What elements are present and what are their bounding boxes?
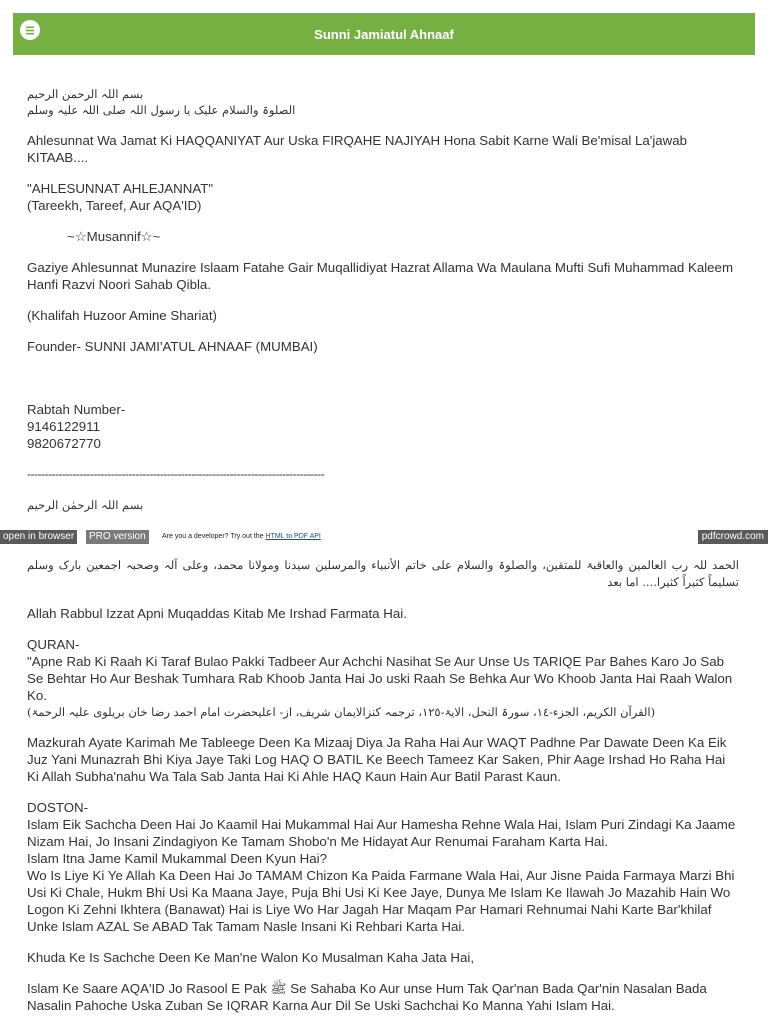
pdfcrowd-brand-link[interactable]: pdfcrowd.com — [698, 530, 768, 544]
doston-question: Islam Itna Jame Kamil Mukammal Deen Kyun Hai? — [27, 851, 328, 866]
quran-reference: (القرآن الکریم، الجزء-١٤، سورۃ النحل، الایۃ-١٢٥، ترجمہ کنزالایمان شریف، از- اعلیحضرت امام احمد رضا خان بریلوی علیہ الرحمۃ) — [27, 705, 656, 719]
book-subtitle: (Tareekh, Tareef, Aur AQA'ID) — [27, 198, 202, 213]
page-2-content — [27, 557, 739, 1014]
developer-promo — [162, 530, 321, 544]
allah-rabbul-paragraph: Allah Rabbul Izzat Apni Muqaddas Kitab Me Irshad Farmata Hai. — [27, 606, 407, 621]
bismillah-text-2: بسم اللہ الرحمٰن الرحیم — [27, 498, 144, 512]
page-title: Sunni Jamiatul Ahnaaf — [314, 26, 454, 42]
doston-label: DOSTON- — [27, 800, 89, 815]
bismillah-text: بسم اللہ الرحمن الرحیم — [27, 87, 144, 101]
doston-paragraph-2: Wo Is Liye Ki Ye Allah Ka Deen Hai Jo TAMAM Chizon Ka Paida Farmane Wala Hai, Aur Jisne Paida Farmaya Marzi Bhi Usi Ki Chale, Hukm Bhi Usi Ka Maana Jaye, Puja Bhi Usi Ki Kee Jaye, Dunya Me Islam Ke Ilawah Jo Mazahib Hain Wo Logon Ki Zehni Ikhtera (Banawat) Hai is Liye Wo Har Jagah Har Maqam Par Hamari Rehnumai Nahi Karte Bar'khilaf Unke Islam AZAL Se ABAD Tak Tamam Nasle Insani Ki Rehbari Karta Hai. — [27, 868, 735, 934]
open-in-browser-button[interactable]: open in browser — [0, 530, 77, 544]
html-to-pdf-api-link[interactable]: HTML to PDF API — [265, 533, 321, 540]
intro-paragraph: Ahlesunnat Wa Jamat Ki HAQQANIYAT Aur Uska FIRQAHE NAJIYAH Hona Sabit Karne Wali Be'misal La'jawab KITAAB.... — [27, 133, 688, 165]
founder-text: Founder- SUNNI JAMI'ATUL AHNAAF (MUMBAI) — [27, 339, 318, 354]
islam-aqaid-paragraph: Islam Ke Saare AQA'ID Jo Rasool E Pak ﷺ Se Sahaba Ko Aur unse Hum Tak Qar'nan Bada Qar'nin Nasalan Bada Nasalin Pahoche Uska Zuban Se IQRAR Karna Aur Dil Se Uski Sachchai Ko Manna Yahi Islam Hai. — [27, 981, 707, 1013]
pro-version-button[interactable]: PRO version — [86, 530, 149, 544]
khalifah-text: (Khalifah Huzoor Amine Shariat) — [27, 308, 217, 323]
app-header — [13, 13, 755, 55]
hamburger-menu-icon — [25, 26, 35, 35]
quran-translation: "Apne Rab Ki Raah Ki Taraf Bulao Pakki Tadbeer Aur Achchi Nasihat Se Aur Unse Us TARIQE Par Bahes Karo Jo Sab Se Behtar Ho Aur Beshak Tumhara Rab Khoob Janta Hai Jo uski Raah Se Behka Aur Wo Khoob Janta Hai Raah Walon Ko. — [27, 654, 733, 703]
book-title: "AHLESUNNAT AHLEJANNAT" — [27, 181, 214, 196]
separator-line: ------------------------------------------------------------------------------------- — [27, 467, 325, 481]
salawat-text: الصلوۃ والسلام علیک یا رسول اللہ صلی اللہ علیہ وسلم — [27, 103, 296, 117]
menu-button[interactable] — [20, 20, 40, 40]
pdfcrowd-bar — [0, 530, 768, 544]
quran-label: QURAN- — [27, 637, 80, 652]
author-paragraph: Gaziye Ahlesunnat Munazire Islaam Fatahe Gair Muqallidiyat Hazrat Allama Wa Maulana Mufti Sufi Muhammad Kaleem Hanfi Razvi Noori Sahab Qibla. — [27, 260, 734, 292]
musannif-heading: ~☆Musannif☆~ — [67, 229, 161, 244]
rabtah-label: Rabtah Number- — [27, 402, 126, 417]
mazkurah-paragraph: Mazkurah Ayate Karimah Me Tableege Deen Ka Mizaaj Diya Ja Raha Hai Aur WAQT Padhne Par Dawate Deen Ka Eik Juz Yani Munazrah Bhi Kiya Jaye Taki Log HAQ O BATIL Ke Beech Tameez Kar Saken, Phir Aage Irshad Ho Raha Hai Ki Allah Subha'nahu Wa Tala Sab Janta Hai Ki Ahle HAQ Kaun Hain Aur Batil Parast Kaun. — [27, 735, 727, 784]
page-1-content — [27, 86, 739, 513]
phone-number: 9820672770 — [27, 436, 101, 451]
hamd-text: الحمد للہ رب العالمین والعاقبۃ للمتقین، والصلوۃ والسلام علی خاتم الأنبیاء والمرسلین سیدنا ومولانا محمد، وعلی آلہ وصحبہ اجمعین بارک وسلم تسلیماً کثیراً کثیرا.... اما بعد — [27, 558, 739, 589]
doston-paragraph-1: Islam Eik Sachcha Deen Hai Jo Kaamil Hai Mukammal Hai Aur Hamesha Rehne Wala Hai, Islam Puri Zindagi Ka Jaame Nizam Hai, Jo Insani Zindagiyon Ke Tamam Shobo'n Me Hidayat Aur Renumai Faraham Karta Hai. — [27, 817, 736, 849]
khuda-paragraph: Khuda Ke Is Sachche Deen Ke Man'ne Walon Ko Musalman Kaha Jata Hai, — [27, 950, 475, 965]
developer-text: Are you a developer? Try out the — [162, 533, 266, 540]
phone-number: 9146122911 — [27, 419, 100, 434]
